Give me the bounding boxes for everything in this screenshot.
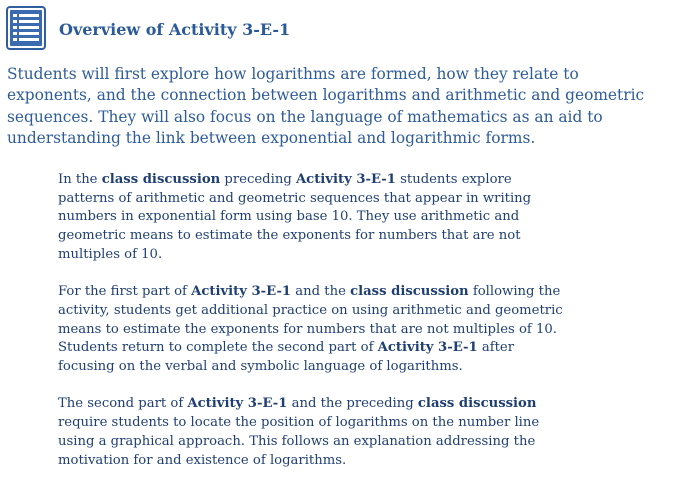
- paragraph-line: [58, 246, 618, 265]
- text-run: and the preceding: [287, 396, 418, 412]
- paragraph-line: [58, 227, 618, 246]
- list-icon: [6, 6, 46, 50]
- paragraph-line: [58, 321, 618, 340]
- text-run: Students return to complete the second part of: [58, 340, 378, 356]
- paragraph-line: [58, 190, 618, 209]
- bold-term: class discussion: [417, 396, 537, 412]
- text-run: geometric means to estimate the exponents for numbers that are not: [58, 228, 521, 244]
- paragraph-line: [58, 339, 618, 358]
- paragraph-line: [58, 171, 618, 190]
- text-run: For the first part of: [58, 284, 192, 300]
- text-run: focusing on the verbal and symbolic language of logarithms.: [58, 359, 463, 375]
- intro-line: understanding the link between exponential and logarithmic forms.: [7, 129, 536, 148]
- detail-paragraphs: [58, 171, 618, 489]
- text-run: and the: [291, 284, 351, 300]
- paragraph-2: [58, 283, 618, 377]
- intro-line: Students will first explore how logarithms are formed, how they relate to: [7, 65, 579, 83]
- text-run: multiples of 10.: [58, 246, 163, 262]
- intro-paragraph: [7, 64, 667, 150]
- bold-term: Activity 3-E-1: [295, 172, 396, 187]
- text-run: using a graphical approach. This follows an explanation addressing the: [58, 433, 536, 449]
- intro-line: sequences. They will also focus on the language of mathematics as an aid to: [7, 107, 603, 126]
- text-run: following the: [468, 284, 561, 300]
- text-run: means to estimate the exponents for numbers that are not multiples of 10.: [58, 321, 557, 337]
- text-run: patterns of arithmetic and geometric sequences that appear in writing: [58, 190, 532, 206]
- text-run: The second part of: [58, 396, 188, 412]
- paragraph-line: [58, 433, 618, 452]
- bold-term: class discussion: [101, 172, 221, 187]
- text-run: after: [477, 340, 514, 356]
- paragraph-line: [58, 452, 618, 471]
- bold-term: Activity 3-E-1: [191, 284, 292, 300]
- paragraph-3: [58, 395, 618, 470]
- paragraph-1: [58, 171, 618, 265]
- paragraph-line: [58, 358, 618, 377]
- paragraph-line: [58, 283, 618, 302]
- text-run: students explore: [395, 172, 512, 187]
- text-run: numbers in exponential form using base 10. They use arithmetic and: [58, 209, 520, 225]
- intro-line: exponents, and the connection between logarithms and arithmetic and geometric: [7, 86, 645, 105]
- bold-term: Activity 3-E-1: [187, 396, 288, 412]
- bold-term: Activity 3-E-1: [377, 340, 478, 356]
- text-run: In the: [58, 172, 102, 187]
- text-run: preceding: [220, 172, 296, 187]
- page-title: Overview of Activity 3-E-1: [59, 19, 291, 39]
- text-run: motivation for and existence of logarithms.: [58, 452, 347, 468]
- text-run: activity, students get additional practice on using arithmetic and geometric: [58, 302, 563, 318]
- paragraph-line: [58, 302, 618, 321]
- section-header: [6, 4, 290, 52]
- text-run: require students to locate the position of logarithms on the number line: [58, 415, 540, 431]
- paragraph-line: [58, 395, 618, 414]
- bold-term: class discussion: [350, 284, 469, 300]
- paragraph-line: [58, 208, 618, 227]
- paragraph-line: [58, 414, 618, 433]
